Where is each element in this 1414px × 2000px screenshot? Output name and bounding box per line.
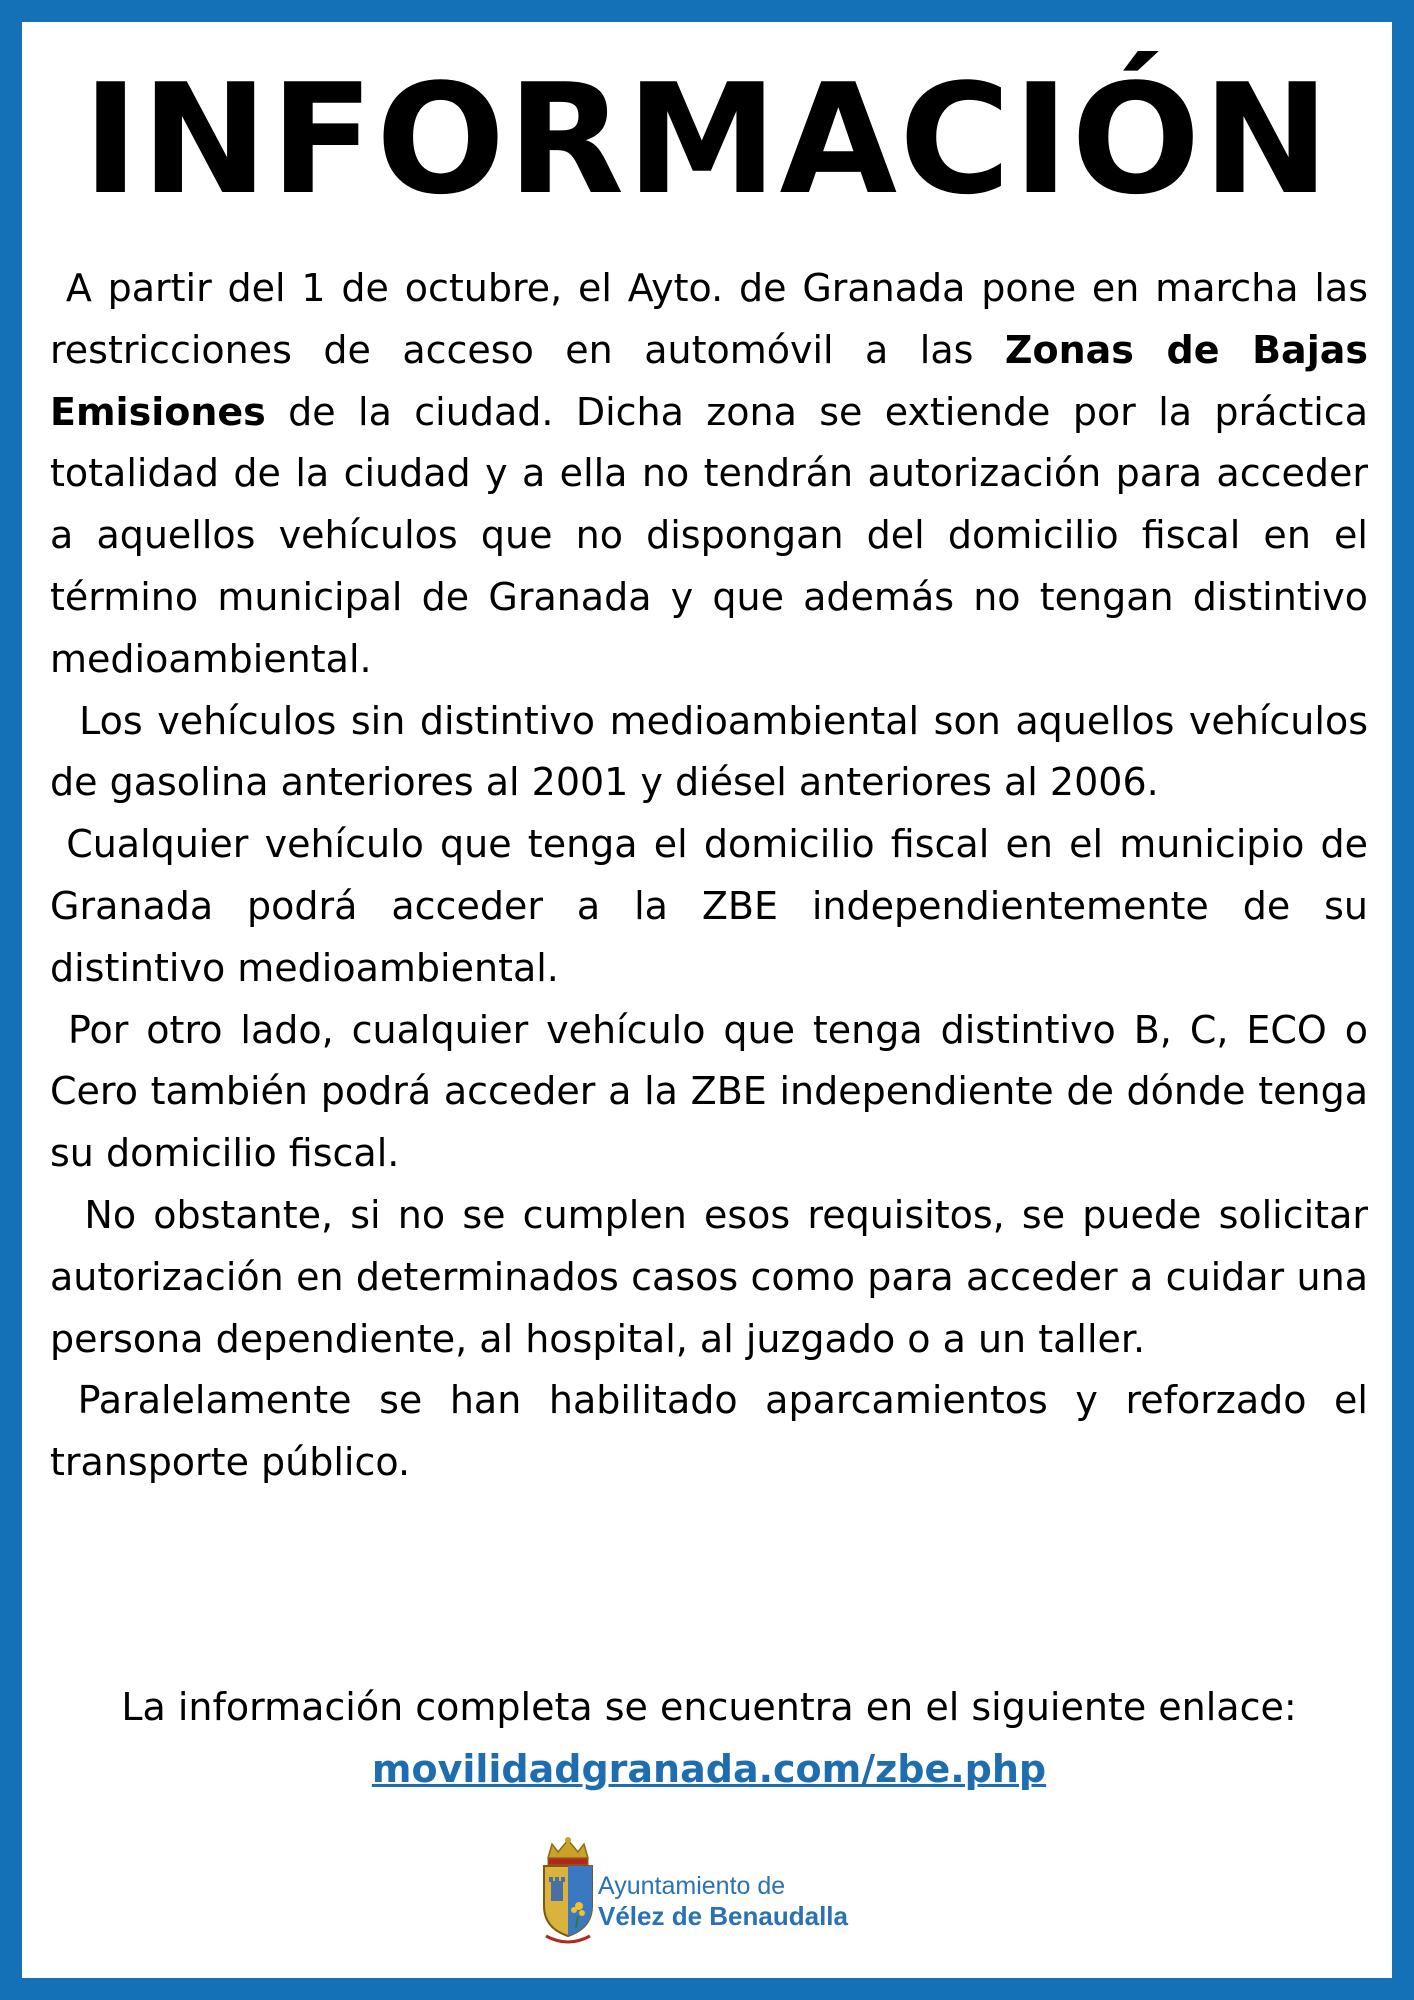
footer-info <box>50 1676 1368 1800</box>
coat-of-arms-icon <box>538 1836 598 1948</box>
logo-line-2: Vélez de Benaudalla <box>598 1901 848 1931</box>
paragraph-5 <box>50 1185 1368 1370</box>
paragraph-3-text: Cualquier vehículo que tenga el domicilio fiscal en el municipio de Granada podrá acceder a la ZBE independientemente de su distintivo medioambiental. <box>50 822 1368 990</box>
paragraph-1 <box>50 258 1368 691</box>
paragraph-6 <box>50 1370 1368 1494</box>
paragraph-2-text: Los vehículos sin distintivo medioambiental son aquellos vehículos de gasolina anteriores al 2001 y diésel anteriores al 2006. <box>50 698 1368 805</box>
paragraph-4-text: Por otro lado, cualquier vehículo que tenga distintivo B, C, ECO o Cero también podrá acceder a la ZBE independiente de dónde tenga su domicilio fiscal. <box>50 1007 1368 1176</box>
paragraph-4 <box>50 1000 1368 1185</box>
zbe-info-link[interactable]: movilidadgranada.com/zbe.php <box>371 1747 1047 1791</box>
paragraph-2 <box>50 691 1368 815</box>
paragraph-5-text: No obstante, si no se cumplen esos requisitos, se puede solicitar autorización en determinados casos como para acceder a cuidar una persona dependiente, al hospital, al juzgado o a un taller. <box>50 1192 1368 1361</box>
page-title: INFORMACIÓN <box>82 51 1332 228</box>
notice-body <box>50 258 1368 1494</box>
paragraph-1-text-b: de la ciudad. Dicha zona se extiende por la práctica totalidad de la ciudad y a ella no tendrán autorización para acceder a aquellos vehículos que no dispongan del domicilio fiscal en el término municipal de Granada y que además no tengan distintivo medioambiental. <box>50 389 1368 681</box>
logo-text <box>598 1872 888 1931</box>
logo-line-1: Ayuntamiento de <box>598 1872 786 1900</box>
paragraph-3 <box>50 814 1368 999</box>
paragraph-6-text: Paralelamente se han habilitado aparcamientos y reforzado el transporte público. <box>50 1378 1368 1485</box>
municipality-logo <box>538 1836 878 1948</box>
paragraph-1-bold-zbe: Zonas de Bajas Emisiones <box>50 327 1368 434</box>
footer-info-text: La información completa se encuentra en el siguiente enlace: <box>121 1685 1297 1729</box>
paragraph-1-text-a: A partir del 1 de octubre, el Ayto. de Granada pone en marcha las restricciones de acceso en automóvil a las <box>50 266 1368 372</box>
